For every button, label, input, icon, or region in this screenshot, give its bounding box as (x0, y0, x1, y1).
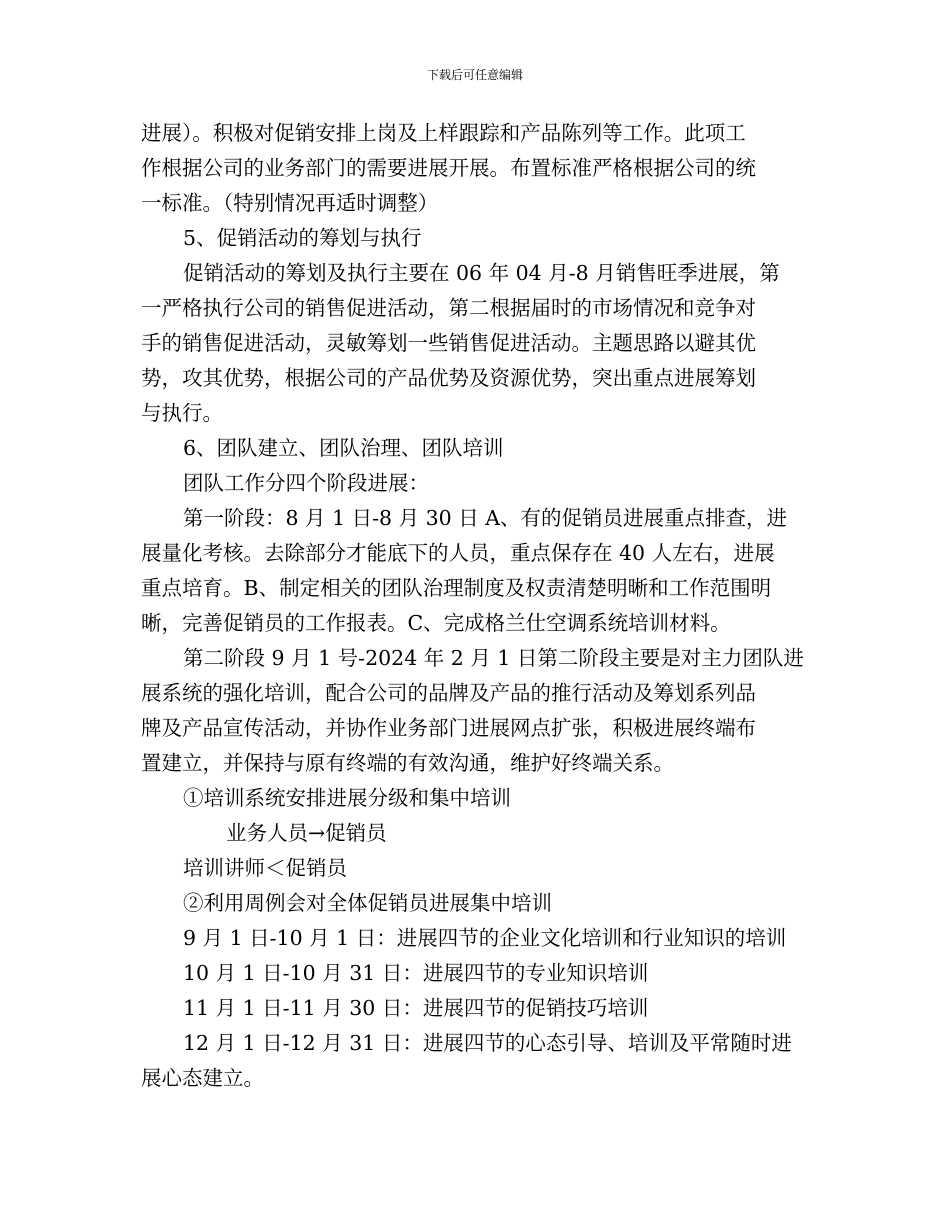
text-line: 业务人员→促销员 (226, 821, 387, 845)
page-header: 下载后可任意编辑 (426, 68, 523, 82)
text-line: ①培训系统安排进展分级和集中培训 (183, 786, 511, 810)
text-line: 9 月 1 日-10 月 1 日：进展四节的企业文化培训和行业知识的培训 (183, 926, 787, 950)
text-line: 作根据公司的业务部门的需要进展开展。布置标准严格根据公司的统 (141, 156, 756, 180)
text-line: 培训讲师＜促销员 (183, 856, 347, 880)
text-line: 12 月 1 日-12 月 31 日：进展四节的心态引导、培训及平常随时进 (183, 1031, 792, 1055)
text-line: 晰，完善促销员的工作报表。C、完成格兰仕空调系统培训材料。 (141, 611, 731, 635)
document-body (141, 116, 813, 1096)
text-line: 团队工作分四个阶段进展： (183, 471, 429, 495)
text-line: 与执行。 (141, 401, 223, 425)
text-line: 促销活动的筹划及执行主要在 06 年 04 月-8 月销售旺季进展，第 (183, 261, 780, 285)
text-line: 5、促销活动的筹划与执行 (183, 226, 422, 250)
text-line: 一标准。（特别情况再适时调整） (141, 191, 439, 215)
text-line: 展量化考核。去除部分才能底下的人员，重点保存在 40 人左右，进展 (141, 541, 775, 565)
text-line: 手的销售促进活动，灵敏筹划一些销售促进活动。主题思路以避其优 (141, 331, 756, 355)
text-line: 重点培育。B、制定相关的团队治理制度及权责清楚明晰和工作范围明 (141, 576, 772, 600)
text-line: 第一阶段：8 月 1 日-8 月 30 日 A、有的促销员进展重点排查，进 (183, 506, 788, 530)
text-line: 6、团队建立、团队治理、团队培训 (183, 436, 504, 460)
text-line: ②利用周例会对全体促销员进展集中培训 (183, 891, 552, 915)
text-line: 展系统的强化培训，配合公司的品牌及产品的推行活动及筹划系列品 (141, 681, 756, 705)
text-line: 11 月 1 日-11 月 30 日：进展四节的促销技巧培训 (183, 996, 649, 1020)
text-line: 进展）。积极对促销安排上岗及上样跟踪和产品陈列等工作。此项工 (141, 121, 746, 145)
text-line: 一严格执行公司的销售促进活动，第二根据届时的市场情况和竞争对 (141, 296, 756, 320)
text-line: 牌及产品宣传活动，并协作业务部门进展网点扩张，积极进展终端布 (141, 716, 756, 740)
text-line: 展心态建立。 (141, 1066, 264, 1090)
text-line: 10 月 1 日-10 月 31 日：进展四节的专业知识培训 (183, 961, 649, 985)
text-line: 第二阶段 9 月 1 号-2024 年 2 月 1 日第二阶段主要是对主力团队进 (183, 646, 804, 670)
text-line: 势，攻其优势，根据公司的产品优势及资源优势，突出重点进展筹划 (141, 366, 756, 390)
text-line: 置建立，并保持与原有终端的有效沟通，维护好终端关系。 (141, 751, 674, 775)
